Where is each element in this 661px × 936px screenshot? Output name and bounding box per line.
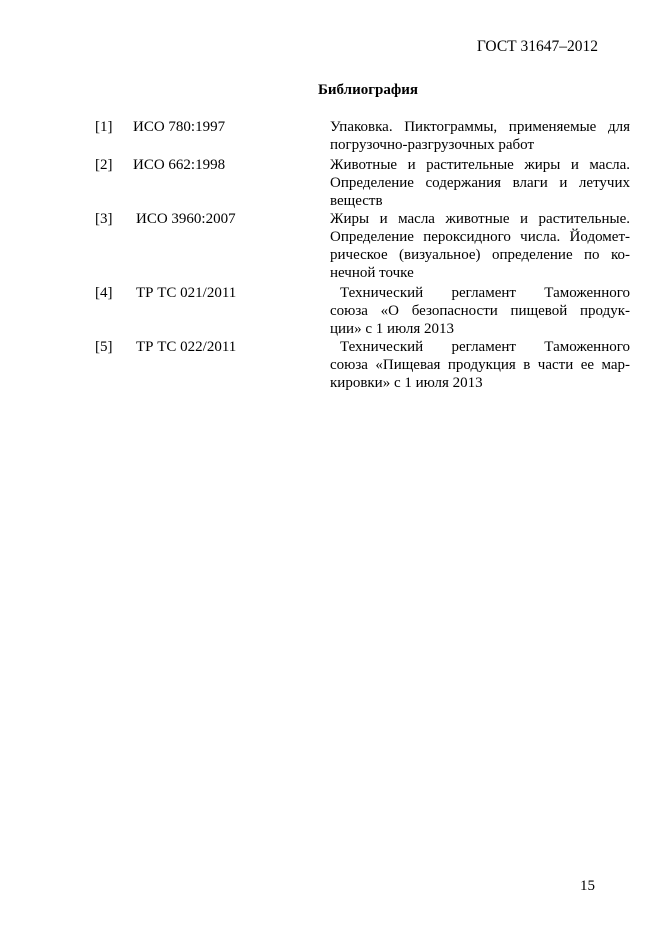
reference-number: [1] [95,119,113,135]
description-line: рическое (визуальное) определение по ко- [330,247,630,263]
reference-code: ТР ТС 021/2011 [136,285,237,301]
reference-number: [2] [95,157,113,173]
description-line: кировки» с 1 июля 2013 [330,375,483,391]
description-line: Животные и растительные жиры и масла. [330,157,630,173]
description-line: Определение пероксидного числа. Йодомет- [330,229,630,245]
reference-code: ТР ТС 022/2011 [136,339,237,355]
description-line: нечной точке [330,265,414,281]
reference-code: ИСО 780:1997 [133,119,226,135]
reference-number: [5] [95,339,113,355]
reference-number: [3] [95,211,113,227]
description-line: Технический регламент Таможенного [340,339,630,355]
reference-description [330,210,630,282]
description-line: союза «Пищевая продукция в части ее мар- [330,357,630,373]
reference-code: ИСО 3960:2007 [136,211,236,227]
reference-code: ИСО 662:1998 [133,157,226,173]
description-line: Определение содержания влаги и летучих [330,175,630,191]
reference-description [330,338,630,392]
description-line: погрузочно-разгрузочных работ [330,137,535,153]
description-line: ции» с 1 июля 2013 [330,321,454,337]
reference-description [330,118,630,154]
page-title: Библиография [317,82,419,98]
document-header-id: ГОСТ 31647–2012 [476,38,598,55]
description-line: союза «О безопасности пищевой продук- [330,303,630,319]
description-line: Упаковка. Пиктограммы, применяемые для [330,119,630,135]
reference-description [330,156,630,210]
description-line: Технический регламент Таможенного [340,285,630,301]
description-line: Жиры и масла животные и растительные. [330,211,630,227]
description-line: веществ [330,193,383,209]
reference-description [330,284,630,338]
page-number: 15 [580,878,595,894]
reference-number: [4] [95,285,113,301]
